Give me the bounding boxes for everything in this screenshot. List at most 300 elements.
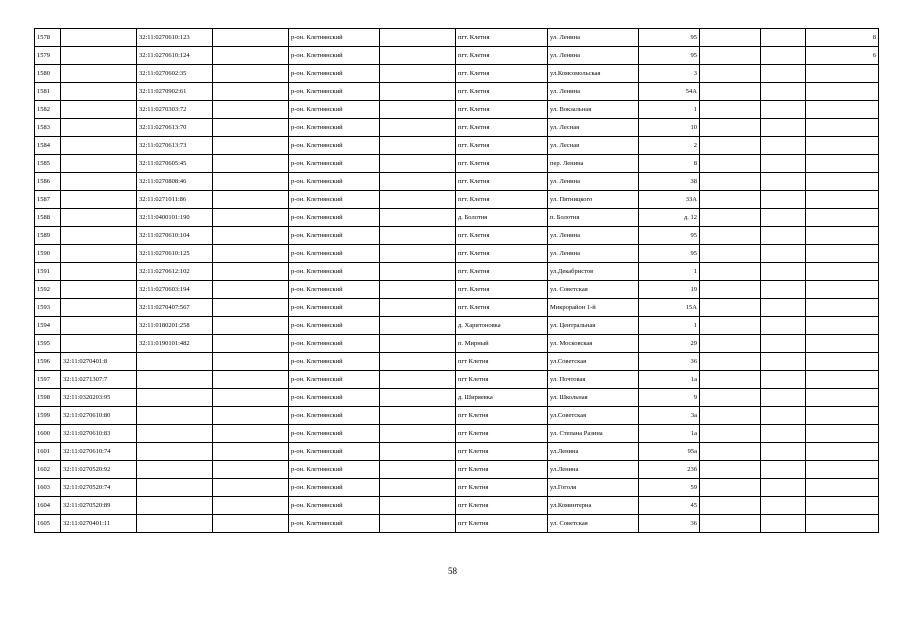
street-cell: ул.Ленина: [548, 443, 639, 461]
street-cell: ул. Пятницкого: [548, 191, 639, 209]
cadastral-number-cell: [61, 299, 137, 317]
settlement-cell: пгт. Клетня: [456, 281, 548, 299]
empty-cell-d: [761, 191, 806, 209]
cadastral-number-cell: [61, 137, 137, 155]
house-number-cell: 1а: [639, 371, 700, 389]
house-number-cell: 95: [639, 47, 700, 65]
house-number-cell: 38: [639, 173, 700, 191]
empty-cell-d: [761, 425, 806, 443]
house-number-cell: 1: [639, 317, 700, 335]
row-number-cell: 1586: [35, 173, 61, 191]
house-number-cell: 54А: [639, 83, 700, 101]
empty-cell-c: [700, 83, 761, 101]
extra-value-cell: 6: [806, 47, 879, 65]
empty-cell-a: [213, 29, 289, 47]
cadastral-number-cell: [61, 191, 137, 209]
extra-value-cell: [806, 227, 879, 245]
empty-cell-d: [761, 407, 806, 425]
empty-cell-a: [213, 335, 289, 353]
cadastral-number-alt-cell: 32:11:0270605:45: [137, 155, 213, 173]
street-cell: п. Болотня: [548, 209, 639, 227]
settlement-cell: пгт Клетня: [456, 461, 548, 479]
district-cell: р-он. Клетнянский: [289, 425, 380, 443]
settlement-cell: пгт. Клетня: [456, 29, 548, 47]
extra-value-cell: [806, 209, 879, 227]
house-number-cell: 36: [639, 353, 700, 371]
table-row: [35, 371, 879, 389]
cadastral-number-alt-cell: [137, 479, 213, 497]
settlement-cell: пгт Клетня: [456, 479, 548, 497]
row-number-cell: 1587: [35, 191, 61, 209]
empty-cell-a: [213, 299, 289, 317]
empty-cell-a: [213, 101, 289, 119]
extra-value-cell: 8: [806, 29, 879, 47]
row-number-cell: 1595: [35, 335, 61, 353]
empty-cell-d: [761, 119, 806, 137]
empty-cell-d: [761, 65, 806, 83]
row-number-cell: 1603: [35, 479, 61, 497]
empty-cell-b: [380, 173, 456, 191]
cadastral-number-cell: [61, 317, 137, 335]
empty-cell-c: [700, 29, 761, 47]
empty-cell-c: [700, 479, 761, 497]
row-number-cell: 1605: [35, 515, 61, 533]
empty-cell-a: [213, 317, 289, 335]
district-cell: р-он. Клетнянский: [289, 335, 380, 353]
empty-cell-b: [380, 29, 456, 47]
empty-cell-d: [761, 29, 806, 47]
empty-cell-c: [700, 515, 761, 533]
table-row: [35, 119, 879, 137]
cadastral-number-alt-cell: [137, 461, 213, 479]
cadastral-number-alt-cell: 32:11:0270610:104: [137, 227, 213, 245]
empty-cell-b: [380, 299, 456, 317]
table-row: [35, 425, 879, 443]
cadastral-number-alt-cell: [137, 371, 213, 389]
table-row: [35, 29, 879, 47]
table-row: [35, 461, 879, 479]
empty-cell-c: [700, 461, 761, 479]
district-cell: р-он. Клетнянский: [289, 209, 380, 227]
extra-value-cell: [806, 497, 879, 515]
cadastral-number-alt-cell: [137, 389, 213, 407]
cadastral-number-alt-cell: 32:11:0270808:46: [137, 173, 213, 191]
cadastral-number-cell: 32:11:0270520:92: [61, 461, 137, 479]
house-number-cell: 1: [639, 263, 700, 281]
street-cell: ул.Гоголя: [548, 479, 639, 497]
cadastral-number-cell: 32:11:0270610:80: [61, 407, 137, 425]
district-cell: р-он. Клетнянский: [289, 191, 380, 209]
settlement-cell: пгт. Клетня: [456, 83, 548, 101]
row-number-cell: 1598: [35, 389, 61, 407]
row-number-cell: 1588: [35, 209, 61, 227]
row-number-cell: 1599: [35, 407, 61, 425]
extra-value-cell: [806, 245, 879, 263]
cadastral-number-cell: [61, 263, 137, 281]
street-cell: ул. Советская: [548, 281, 639, 299]
table-row: [35, 335, 879, 353]
district-cell: р-он. Клетнянский: [289, 443, 380, 461]
row-number-cell: 1592: [35, 281, 61, 299]
street-cell: Микрорайон 1-й: [548, 299, 639, 317]
cadastral-number-cell: [61, 155, 137, 173]
empty-cell-a: [213, 371, 289, 389]
empty-cell-d: [761, 155, 806, 173]
row-number-cell: 1591: [35, 263, 61, 281]
table-row: [35, 209, 879, 227]
cadastral-number-alt-cell: 32:11:0270902:61: [137, 83, 213, 101]
house-number-cell: 19: [639, 281, 700, 299]
table-row: [35, 101, 879, 119]
empty-cell-a: [213, 461, 289, 479]
empty-cell-b: [380, 65, 456, 83]
district-cell: р-он. Клетнянский: [289, 515, 380, 533]
table-row: [35, 155, 879, 173]
street-cell: ул. Советская: [548, 515, 639, 533]
house-number-cell: 45: [639, 497, 700, 515]
empty-cell-c: [700, 299, 761, 317]
cadastral-number-alt-cell: 32:11:0400101:190: [137, 209, 213, 227]
cadastral-number-alt-cell: 32:11:0270610:123: [137, 29, 213, 47]
empty-cell-c: [700, 209, 761, 227]
street-cell: ул. Ленина: [548, 173, 639, 191]
empty-cell-c: [700, 245, 761, 263]
extra-value-cell: [806, 389, 879, 407]
street-cell: ул. Школьная: [548, 389, 639, 407]
empty-cell-b: [380, 263, 456, 281]
row-number-cell: 1590: [35, 245, 61, 263]
cadastral-number-alt-cell: 32:11:0270610:124: [137, 47, 213, 65]
cadastral-number-alt-cell: 32:11:0270612:102: [137, 263, 213, 281]
table-body: [35, 29, 879, 533]
street-cell: ул. Ленина: [548, 227, 639, 245]
empty-cell-c: [700, 335, 761, 353]
empty-cell-b: [380, 335, 456, 353]
empty-cell-a: [213, 191, 289, 209]
empty-cell-d: [761, 263, 806, 281]
settlement-cell: пгт Клетня: [456, 443, 548, 461]
street-cell: ул. Московская: [548, 335, 639, 353]
empty-cell-a: [213, 425, 289, 443]
district-cell: р-он. Клетнянский: [289, 101, 380, 119]
row-number-cell: 1582: [35, 101, 61, 119]
cadastral-number-alt-cell: 32:11:0270407:567: [137, 299, 213, 317]
empty-cell-b: [380, 281, 456, 299]
extra-value-cell: [806, 353, 879, 371]
empty-cell-c: [700, 263, 761, 281]
empty-cell-b: [380, 515, 456, 533]
district-cell: р-он. Клетнянский: [289, 119, 380, 137]
empty-cell-a: [213, 515, 289, 533]
empty-cell-c: [700, 317, 761, 335]
cadastral-number-cell: 32:11:0270401:8: [61, 353, 137, 371]
street-cell: ул. Степана Разина: [548, 425, 639, 443]
empty-cell-c: [700, 173, 761, 191]
extra-value-cell: [806, 479, 879, 497]
extra-value-cell: [806, 317, 879, 335]
empty-cell-c: [700, 407, 761, 425]
cadastral-number-cell: 32:11:0270520:74: [61, 479, 137, 497]
house-number-cell: 36: [639, 515, 700, 533]
cadastral-number-alt-cell: 32:11:0190101:482: [137, 335, 213, 353]
extra-value-cell: [806, 101, 879, 119]
empty-cell-d: [761, 245, 806, 263]
empty-cell-a: [213, 281, 289, 299]
district-cell: р-он. Клетнянский: [289, 29, 380, 47]
empty-cell-a: [213, 65, 289, 83]
empty-cell-a: [213, 443, 289, 461]
cadastral-number-cell: [61, 101, 137, 119]
settlement-cell: пгт. Клетня: [456, 245, 548, 263]
empty-cell-c: [700, 137, 761, 155]
empty-cell-d: [761, 371, 806, 389]
table-row: [35, 317, 879, 335]
extra-value-cell: [806, 407, 879, 425]
cadastral-number-cell: [61, 83, 137, 101]
empty-cell-b: [380, 137, 456, 155]
settlement-cell: пгт. Клетня: [456, 299, 548, 317]
empty-cell-c: [700, 371, 761, 389]
row-number-cell: 1594: [35, 317, 61, 335]
row-number-cell: 1602: [35, 461, 61, 479]
district-cell: р-он. Клетнянский: [289, 173, 380, 191]
empty-cell-a: [213, 497, 289, 515]
district-cell: р-он. Клетнянский: [289, 263, 380, 281]
house-number-cell: 95: [639, 245, 700, 263]
settlement-cell: пгт. Клетня: [456, 173, 548, 191]
house-number-cell: 29: [639, 335, 700, 353]
row-number-cell: 1584: [35, 137, 61, 155]
cadastral-number-alt-cell: 32:11:0270303:72: [137, 101, 213, 119]
empty-cell-b: [380, 191, 456, 209]
table-row: [35, 353, 879, 371]
empty-cell-b: [380, 371, 456, 389]
extra-value-cell: [806, 371, 879, 389]
cadastral-number-cell: 32:11:0270520:89: [61, 497, 137, 515]
row-number-cell: 1596: [35, 353, 61, 371]
extra-value-cell: [806, 65, 879, 83]
empty-cell-a: [213, 47, 289, 65]
registry-table: [34, 28, 879, 533]
table-row: [35, 191, 879, 209]
settlement-cell: пгт Клетня: [456, 515, 548, 533]
empty-cell-d: [761, 497, 806, 515]
empty-cell-c: [700, 119, 761, 137]
house-number-cell: 2: [639, 137, 700, 155]
row-number-cell: 1589: [35, 227, 61, 245]
empty-cell-d: [761, 479, 806, 497]
street-cell: ул. Лесная: [548, 119, 639, 137]
row-number-cell: 1580: [35, 65, 61, 83]
house-number-cell: 23б: [639, 461, 700, 479]
settlement-cell: пгт. Клетня: [456, 137, 548, 155]
street-cell: ул. Ленина: [548, 245, 639, 263]
table-row: [35, 245, 879, 263]
settlement-cell: пгт Клетня: [456, 371, 548, 389]
cadastral-number-cell: [61, 227, 137, 245]
empty-cell-c: [700, 191, 761, 209]
cadastral-number-alt-cell: [137, 497, 213, 515]
table-row: [35, 227, 879, 245]
cadastral-number-cell: 32:11:0270401:11: [61, 515, 137, 533]
district-cell: р-он. Клетнянский: [289, 389, 380, 407]
empty-cell-b: [380, 101, 456, 119]
empty-cell-d: [761, 443, 806, 461]
empty-cell-b: [380, 245, 456, 263]
empty-cell-d: [761, 515, 806, 533]
settlement-cell: пгт Клетня: [456, 353, 548, 371]
settlement-cell: пгт Клетня: [456, 407, 548, 425]
empty-cell-c: [700, 101, 761, 119]
settlement-cell: пгт. Клетня: [456, 263, 548, 281]
cadastral-number-cell: 32:11:0320203:95: [61, 389, 137, 407]
empty-cell-b: [380, 209, 456, 227]
extra-value-cell: [806, 443, 879, 461]
extra-value-cell: [806, 155, 879, 173]
empty-cell-d: [761, 389, 806, 407]
cadastral-number-alt-cell: 32:11:0270610:125: [137, 245, 213, 263]
empty-cell-c: [700, 65, 761, 83]
cadastral-number-alt-cell: [137, 407, 213, 425]
settlement-cell: пгт. Клетня: [456, 227, 548, 245]
empty-cell-d: [761, 83, 806, 101]
table-row: [35, 515, 879, 533]
street-cell: ул. Ленина: [548, 47, 639, 65]
empty-cell-b: [380, 407, 456, 425]
cadastral-number-cell: [61, 29, 137, 47]
empty-cell-a: [213, 83, 289, 101]
street-cell: ул.Советская: [548, 407, 639, 425]
empty-cell-a: [213, 263, 289, 281]
cadastral-number-cell: [61, 245, 137, 263]
settlement-cell: пгт. Клетня: [456, 155, 548, 173]
table-row: [35, 497, 879, 515]
house-number-cell: 3: [639, 65, 700, 83]
street-cell: ул. Центральная: [548, 317, 639, 335]
cadastral-number-alt-cell: 32:11:0270613:73: [137, 137, 213, 155]
cadastral-number-alt-cell: 32:11:0270613:70: [137, 119, 213, 137]
row-number-cell: 1604: [35, 497, 61, 515]
settlement-cell: пгт. Клетня: [456, 47, 548, 65]
table-row: [35, 407, 879, 425]
row-number-cell: 1597: [35, 371, 61, 389]
empty-cell-d: [761, 137, 806, 155]
district-cell: р-он. Клетнянский: [289, 245, 380, 263]
registry-table-container: [34, 28, 878, 533]
street-cell: ул. Вокзальная: [548, 101, 639, 119]
empty-cell-c: [700, 281, 761, 299]
street-cell: ул. Ленина: [548, 83, 639, 101]
row-number-cell: 1585: [35, 155, 61, 173]
cadastral-number-alt-cell: 32:11:0270602:35: [137, 65, 213, 83]
settlement-cell: пгт. Клетня: [456, 65, 548, 83]
extra-value-cell: [806, 83, 879, 101]
empty-cell-d: [761, 317, 806, 335]
empty-cell-c: [700, 227, 761, 245]
empty-cell-a: [213, 245, 289, 263]
empty-cell-b: [380, 227, 456, 245]
house-number-cell: 10: [639, 119, 700, 137]
empty-cell-a: [213, 227, 289, 245]
row-number-cell: 1593: [35, 299, 61, 317]
district-cell: р-он. Клетнянский: [289, 497, 380, 515]
district-cell: р-он. Клетнянский: [289, 407, 380, 425]
house-number-cell: 9: [639, 389, 700, 407]
empty-cell-b: [380, 461, 456, 479]
district-cell: р-он. Клетнянский: [289, 317, 380, 335]
extra-value-cell: [806, 299, 879, 317]
empty-cell-a: [213, 407, 289, 425]
row-number-cell: 1583: [35, 119, 61, 137]
table-row: [35, 65, 879, 83]
district-cell: р-он. Клетнянский: [289, 137, 380, 155]
extra-value-cell: [806, 191, 879, 209]
extra-value-cell: [806, 425, 879, 443]
street-cell: ул. Ленина: [548, 29, 639, 47]
cadastral-number-alt-cell: [137, 353, 213, 371]
cadastral-number-alt-cell: 32:11:0271011:86: [137, 191, 213, 209]
district-cell: р-он. Клетнянский: [289, 227, 380, 245]
row-number-cell: 1601: [35, 443, 61, 461]
empty-cell-d: [761, 209, 806, 227]
extra-value-cell: [806, 173, 879, 191]
district-cell: р-он. Клетнянский: [289, 299, 380, 317]
row-number-cell: 1600: [35, 425, 61, 443]
street-cell: ул.Декабристов: [548, 263, 639, 281]
street-cell: ул.Коминтерна: [548, 497, 639, 515]
empty-cell-d: [761, 101, 806, 119]
settlement-cell: д. Болотня: [456, 209, 548, 227]
table-row: [35, 479, 879, 497]
empty-cell-c: [700, 47, 761, 65]
empty-cell-c: [700, 443, 761, 461]
house-number-cell: 15А: [639, 299, 700, 317]
district-cell: р-он. Клетнянский: [289, 281, 380, 299]
empty-cell-a: [213, 353, 289, 371]
row-number-cell: 1581: [35, 83, 61, 101]
empty-cell-b: [380, 317, 456, 335]
empty-cell-a: [213, 389, 289, 407]
empty-cell-a: [213, 479, 289, 497]
district-cell: р-он. Клетнянский: [289, 155, 380, 173]
empty-cell-d: [761, 227, 806, 245]
street-cell: ул.Советская: [548, 353, 639, 371]
cadastral-number-cell: [61, 281, 137, 299]
district-cell: р-он. Клетнянский: [289, 461, 380, 479]
empty-cell-b: [380, 443, 456, 461]
house-number-cell: 1а: [639, 425, 700, 443]
street-cell: ул. Лесная: [548, 137, 639, 155]
table-row: [35, 47, 879, 65]
settlement-cell: д. Харитоновка: [456, 317, 548, 335]
cadastral-number-cell: [61, 335, 137, 353]
house-number-cell: 8: [639, 155, 700, 173]
street-cell: пер. Ленина: [548, 155, 639, 173]
cadastral-number-alt-cell: [137, 425, 213, 443]
house-number-cell: 59: [639, 479, 700, 497]
table-row: [35, 443, 879, 461]
street-cell: ул.Ленина: [548, 461, 639, 479]
district-cell: р-он. Клетнянский: [289, 65, 380, 83]
settlement-cell: пгт. Клетня: [456, 119, 548, 137]
house-number-cell: 33А: [639, 191, 700, 209]
empty-cell-b: [380, 479, 456, 497]
house-number-cell: д. 12: [639, 209, 700, 227]
empty-cell-b: [380, 497, 456, 515]
cadastral-number-cell: [61, 119, 137, 137]
cadastral-number-cell: [61, 209, 137, 227]
cadastral-number-alt-cell: [137, 443, 213, 461]
